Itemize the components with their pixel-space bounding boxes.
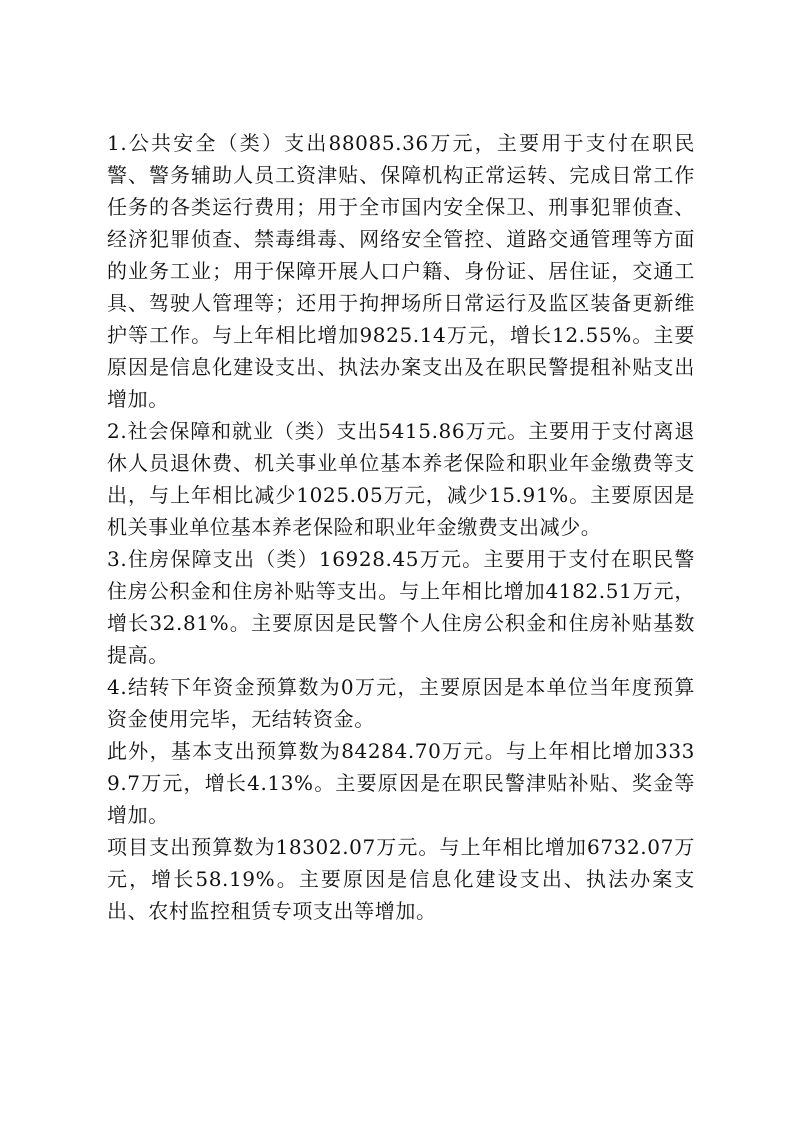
paragraph-housing: 3.住房保障支出（类）16928.45万元。主要用于支付在职民警住房公积金和住房补贴等支出。与上年相比增加4182.51万元，增长32.81%。主要原因是民警个人住房公积金和住房补贴基数提高。 (107, 547, 695, 667)
paragraph-project-expenditure: 项目支出预算数为18302.07万元。与上年相比增加6732.07万元，增长58.19%。主要原因是信息化建设支出、执法办案支出、农村监控租赁专项支出等增加。 (107, 835, 695, 923)
paragraph-social-security: 2.社会保障和就业（类）支出5415.86万元。主要用于支付离退休人员退休费、机关事业单位基本养老保险和职业年金缴费等支出，与上年相比减少1025.05万元，减少15.91%。主要原因是机关事业单位基本养老保险和职业年金缴费支出减少。 (107, 419, 695, 539)
paragraph-public-security: 1.公共安全（类）支出88085.36万元，主要用于支付在职民警、警务辅助人员工资津贴、保障机构正常运转、完成日常工作任务的各类运行费用；用于全市国内安全保卫、刑事犯罪侦查、经济犯罪侦查、禁毒缉毒、网络安全管控、道路交通管理等方面的业务工业；用于保障开展人口户籍、身份证、居住证，交通工具、驾驶人管理等；还用于拘押场所日常运行及监区装备更新维护等工作。与上年相比增加9825.14万元，增长12.55%。主要原因是信息化建设支出、执法办案支出及在职民警提租补贴支出增加。 (107, 131, 695, 411)
document-body (107, 127, 695, 927)
paragraph-carryover: 4.结转下年资金预算数为0万元，主要原因是本单位当年度预算资金使用完毕，无结转资金。 (107, 675, 695, 731)
paragraph-basic-expenditure: 此外，基本支出预算数为84284.70万元。与上年相比增加3339.7万元，增长4.13%。主要原因是在职民警津贴补贴、奖金等增加。 (107, 739, 695, 827)
